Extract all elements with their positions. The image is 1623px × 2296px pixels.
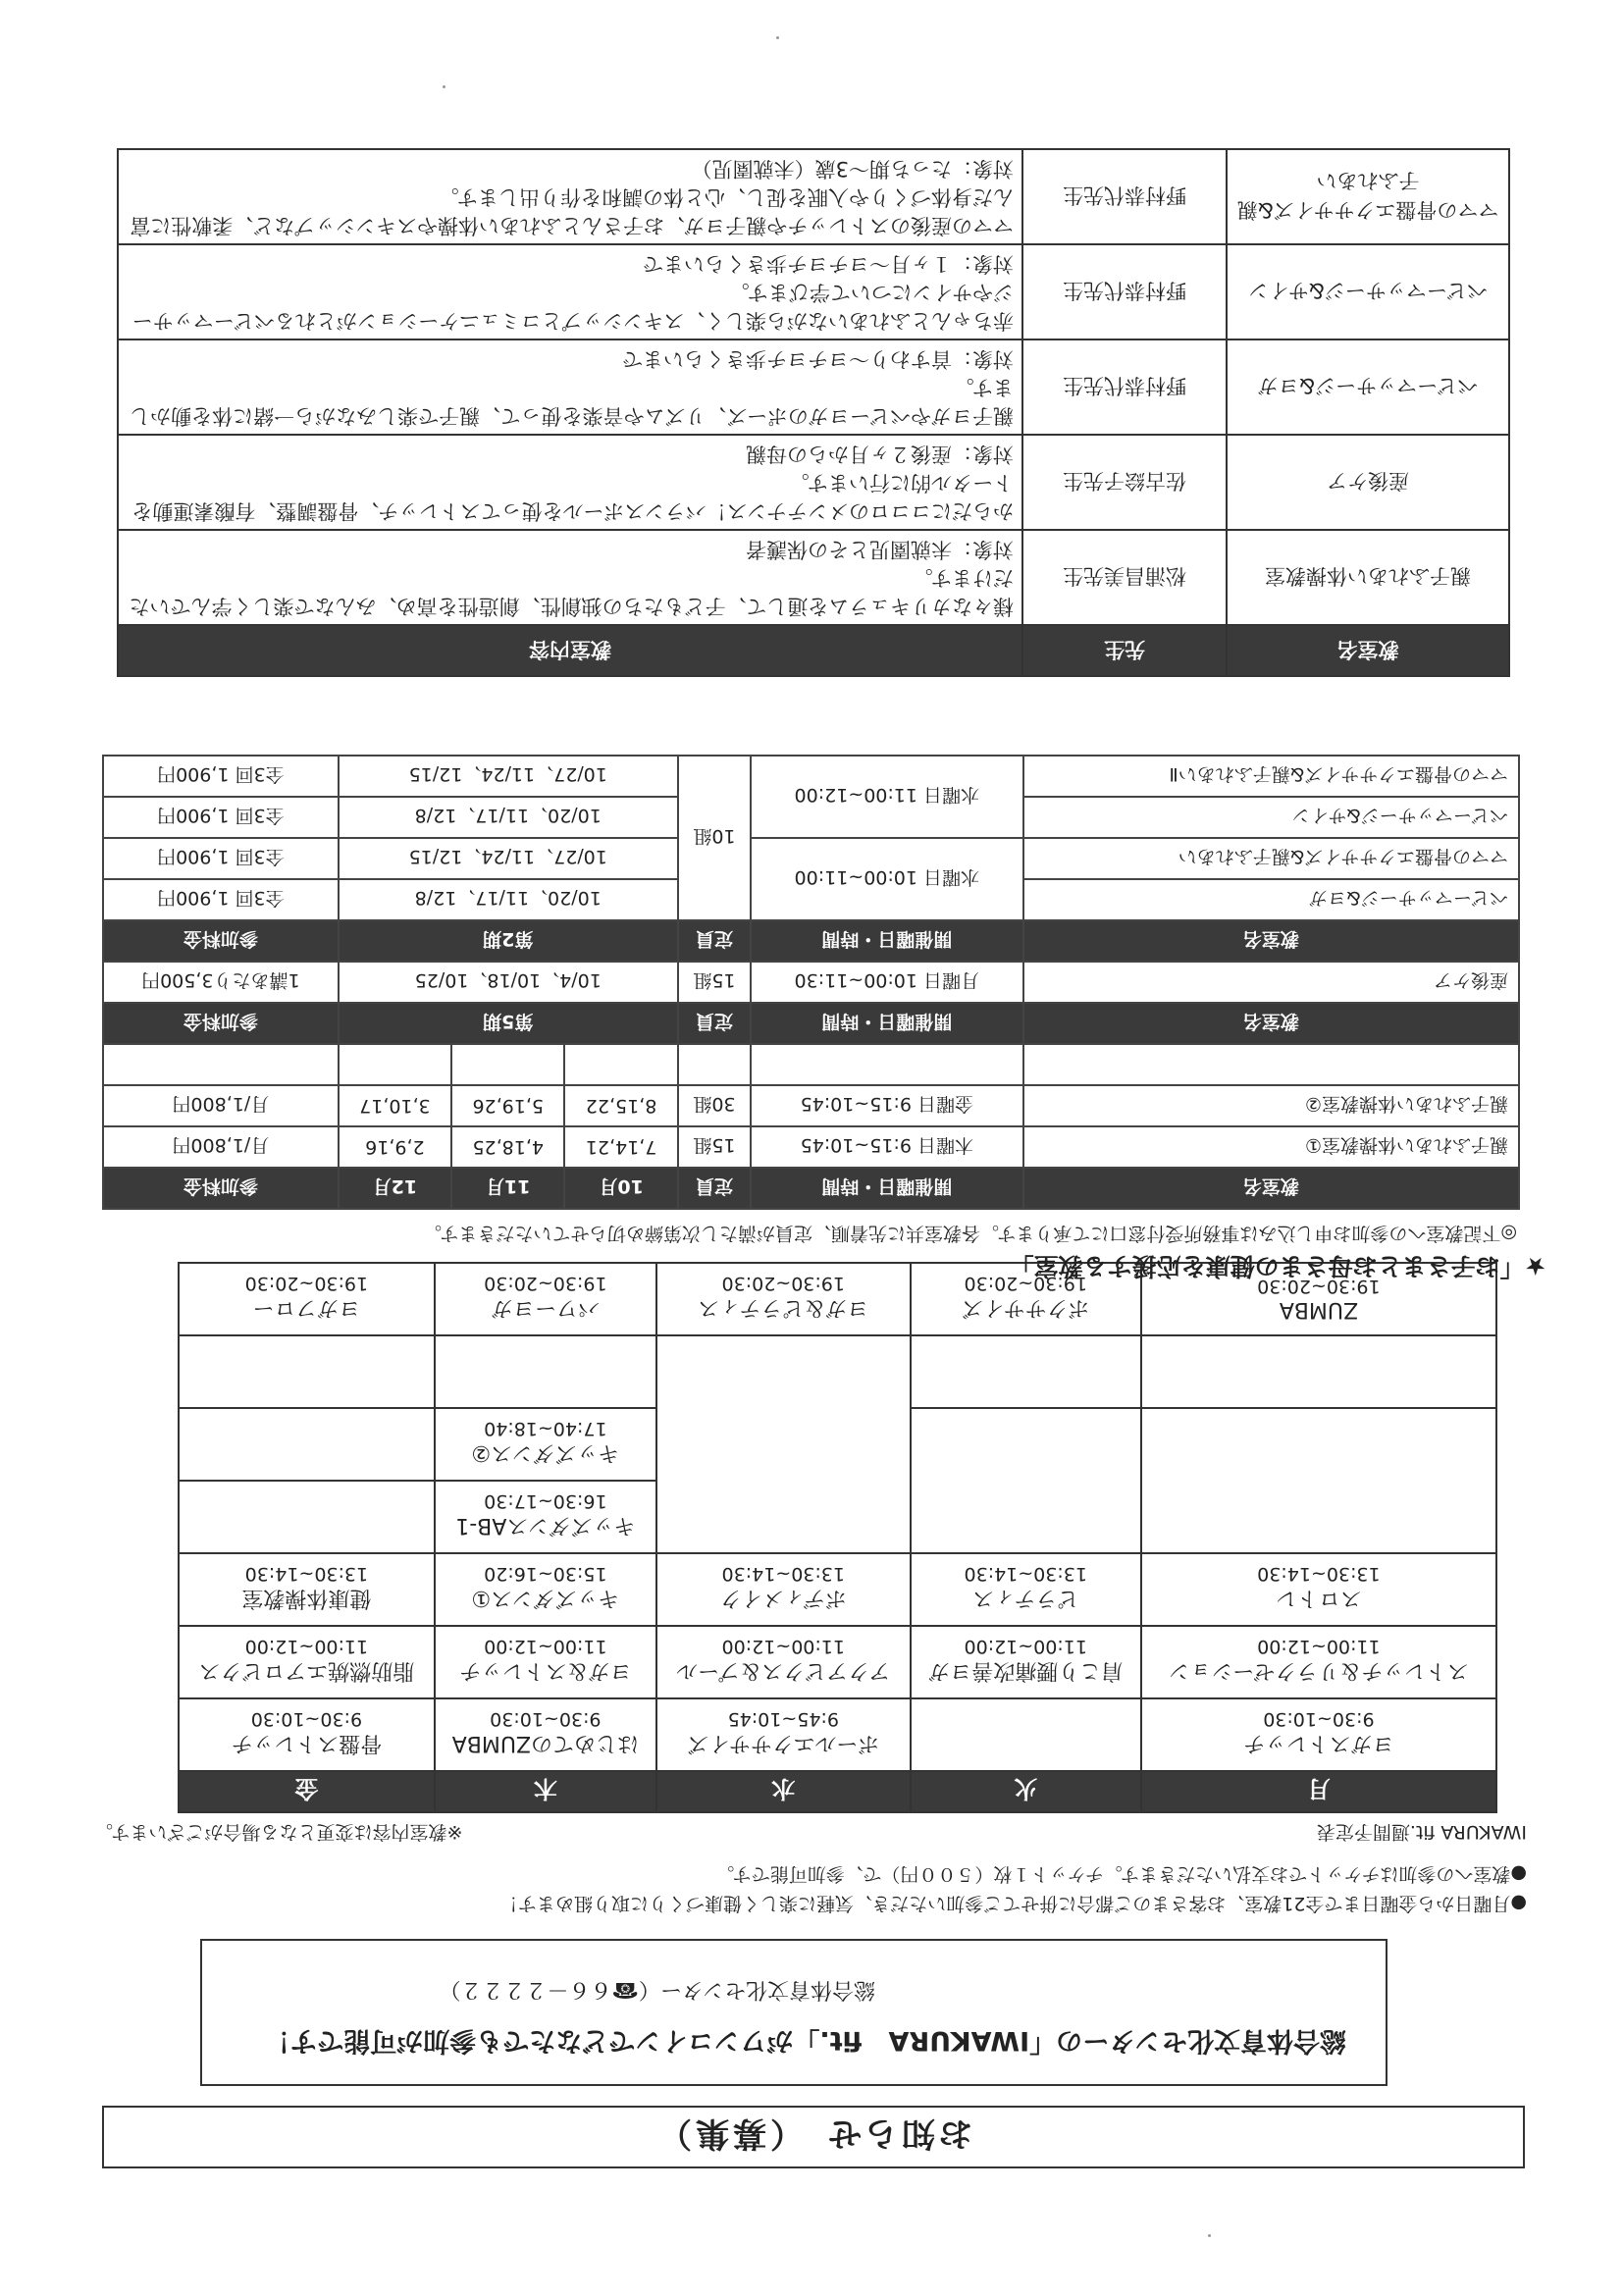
slot-row (179, 1626, 1496, 1698)
col-header: 参加料金 (103, 1003, 339, 1044)
bullet-line: ●月曜日から金曜日まで全21教室、お客さまのご都合に併せてご参加いただき、気軽に楽しく健康づくりに取り組めます！ (499, 1893, 1527, 1914)
col-header: 12月 (339, 1168, 451, 1209)
class-cell: ボールエクササイズ 9:45~10:45 (656, 1698, 911, 1771)
col-header: 第2期 (339, 920, 678, 962)
col-header: 10月 (564, 1168, 677, 1209)
notice-headline: 総合体育文化センターの「IWAKURA fit.」がワンコインでどなたでも参加が可能です！ (264, 2025, 1346, 2056)
empty-cell (179, 1481, 435, 1553)
class-cell: ピラティス 13:30~14:30 (911, 1553, 1141, 1626)
col-header: 定員 (678, 1003, 751, 1044)
col-header: 開催曜日・時間 (751, 1168, 1022, 1209)
class-cell: ヨガフロー 19:30~20:30 (179, 1263, 435, 1335)
col-header: 第5期 (339, 1003, 678, 1044)
col-header: 参加料金 (103, 1168, 339, 1209)
slot-row (179, 1698, 1496, 1771)
class-cell: アクアビクス＆プール 11:00~12:00 (656, 1626, 911, 1698)
table-row: 親子ふれあい体操教室② 金曜日 9:15~10:45 30組 8,15,22 5,19,26 3,10,17 月/1,800円 (103, 1085, 1519, 1126)
empty-cell (179, 1335, 435, 1408)
class-cell: ヨガストレッチ 9:30~10:30 (1141, 1698, 1496, 1771)
weekly-subhead (94, 1820, 1527, 1847)
class-cell: スロトレ 13:30~14:30 (1141, 1553, 1496, 1626)
class-cell (911, 1698, 1141, 1771)
slot-row (179, 1481, 1496, 1553)
page-title: お知らせ （募集） (654, 2113, 972, 2154)
application-note: ◎下記教室への参加お申し込みは事務所受付窓口にて承ります。各教室共に先着順、定員が満たし次第締め切らせていただきます。 (423, 1223, 1517, 1244)
class-schedule-table (102, 755, 1520, 1210)
bullet-line: ●教室への参加はチケットでお支払いただきます。チケット１枚（５００円）で、参加可能です。 (715, 1863, 1527, 1885)
class-cell: 肩こり腰痛改善ヨガ 11:00~12:00 (911, 1626, 1141, 1698)
day-header: 木 (435, 1771, 656, 1812)
empty-cell (435, 1335, 656, 1408)
class-cell: 健康体操教室 13:30~14:30 (179, 1553, 435, 1626)
class-cell: ヨガ＆ストレッチ 11:00~12:00 (435, 1626, 656, 1698)
day-header: 金 (179, 1771, 435, 1812)
empty-cell (911, 1335, 1141, 1408)
change-notice: ※教室内容は変更となる場合がございます。 (94, 1821, 463, 1843)
class-cell: キッズダンス① 15:30~16:20 (435, 1553, 656, 1626)
col-header: 先生 (1022, 625, 1227, 676)
weekly-schedule-label: IWAKURA fit.週間予定表 (1316, 1821, 1527, 1843)
table-row: 産後ケア 月曜日 10:00~11:30 15組 10/4、10/18、10/25 1講あたり3,500円 (103, 962, 1519, 1003)
table-row: ママの骨盤エクササイズ&親子ふれあいⅡ 10/27、11/24、12/15 全3回 1,900円 (103, 756, 1519, 797)
table-row: ベビーマッサージ&ヨガ 水曜日 10:00~11:00 10組 10/20、11/17、12/8 全3回 1,900円 (103, 879, 1519, 920)
col-header: 教室名 (1227, 625, 1509, 676)
notice-contact: 総合体育文化センター（☎６６－２２２２） (439, 1977, 875, 2002)
weekly-schedule-table (178, 1262, 1497, 1813)
empty-cell (911, 1408, 1141, 1553)
class-cell: ボディメイク 13:30~14:30 (656, 1553, 911, 1626)
empty-cell (1141, 1408, 1496, 1553)
table-row: 産後ケア 佐古絵子先生 からだにココロのメンテナンス！バランスボールを使ってストレッチ、骨盤調整、有酸素運動をトータル的に行います。 対象：産後２ヶ月からの母親 (118, 435, 1509, 530)
col-header: 開催曜日・時間 (751, 920, 1022, 962)
table-row: ベビーマッサージ&ヨガ 野村恭代先生 親子ヨガやベビーヨガのポーズ、リズムや音楽を使って、親子で楽しみながら一緒に体を動かします。 対象：首すわり～ヨチヨチ歩きくらいまで (118, 339, 1509, 435)
weekday-header-row (179, 1771, 1496, 1812)
table-row (103, 1044, 1519, 1085)
slot-row (179, 1553, 1496, 1626)
day-header: 火 (911, 1771, 1141, 1812)
empty-cell (179, 1408, 435, 1481)
section-heading: ★「お子さまとお母さまの健康を応援する教室」 (1009, 1252, 1546, 1280)
class-cell: ボクササイズ 19:30~20:30 (911, 1263, 1141, 1335)
col-header: 11月 (451, 1168, 564, 1209)
class-cell: 脂肪燃焼エアロビクス 11:00~12:00 (179, 1626, 435, 1698)
col-header: 教室名 (1023, 1168, 1519, 1209)
class-cell: パワーヨガ 19:30~20:30 (435, 1263, 656, 1335)
empty-cell (656, 1335, 911, 1553)
detail-header-row (118, 625, 1509, 676)
col-header: 定員 (678, 1168, 751, 1209)
class-cell: ZUMBA 19:30~20:30 (1141, 1263, 1496, 1335)
schedule-header-row (103, 1168, 1519, 1209)
col-header: 教室内容 (118, 625, 1022, 676)
schedule-header-row (103, 1003, 1519, 1044)
class-cell: キッズダンスAB-1 16:30~17:30 (435, 1481, 656, 1553)
table-row: ママの骨盤エクササイズ&親子ふれあい 野村恭代先生 ママの産後のストレッチや親子ヨガ、お子さんとふれあい体操やスキンシップなど、柔軟性に富んだ身体づくりや入眠を促し、心と体の調和を作り出します。 対象：たっち期～3歳（未就園児） (118, 149, 1509, 244)
table-row: 親子ふれあい体操教室① 木曜日 9:15~10:45 15組 7,14,21 4,18,25 2,9,16 月/1,800円 (103, 1126, 1519, 1168)
table-row: 親子ふれあい体操教室 松浦昌美先生 様々なカリキュラムを通して、子どもたちの独創性、創造性を高め、みんなで楽しく学んでいただけます。 対象：未就園児とその保護者 (118, 530, 1509, 625)
bullet-notes (94, 1859, 1527, 1918)
class-detail-table (117, 148, 1510, 677)
day-header: 水 (656, 1771, 911, 1812)
class-cell: ヨガ＆ピラティス 19:30~20:30 (656, 1263, 911, 1335)
schedule-header-row (103, 920, 1519, 962)
col-header: 教室名 (1023, 1003, 1519, 1044)
class-cell: キッズダンス② 17:40~18:40 (435, 1408, 656, 1481)
col-header: 開催曜日・時間 (751, 1003, 1022, 1044)
empty-cell (1141, 1335, 1496, 1408)
table-row: ママの骨盤エクササイズ&親子ふれあい 10/27、11/24、12/15 全3回 1,900円 (103, 838, 1519, 879)
table-row: ベビーマッサージ&サイン 野村恭代先生 赤ちゃんとふれあいながら楽しく、スキンシップとコミュニケーションがとれるベビーマッサージやサインについて学びます。 対象：１ヶ月～ヨチヨチ歩きくらいまで (118, 244, 1509, 339)
class-cell: はじめてのZUMBA 9:30~10:30 (435, 1698, 656, 1771)
col-header: 教室名 (1023, 920, 1519, 962)
col-header: 参加料金 (103, 920, 339, 962)
class-cell: ストレッチ＆リラクゼーション 11:00~12:00 (1141, 1626, 1496, 1698)
table-row: ベビーマッサージ&サイン 水曜日 11:00~12:00 10/20、11/17、12/8 全3回 1,900円 (103, 797, 1519, 838)
notice-box (200, 1939, 1387, 2086)
day-header: 月 (1141, 1771, 1496, 1812)
header-title-box (102, 2106, 1525, 2168)
class-cell: 骨盤ストレッチ 9:30~10:30 (179, 1698, 435, 1771)
col-header: 定員 (678, 920, 751, 962)
